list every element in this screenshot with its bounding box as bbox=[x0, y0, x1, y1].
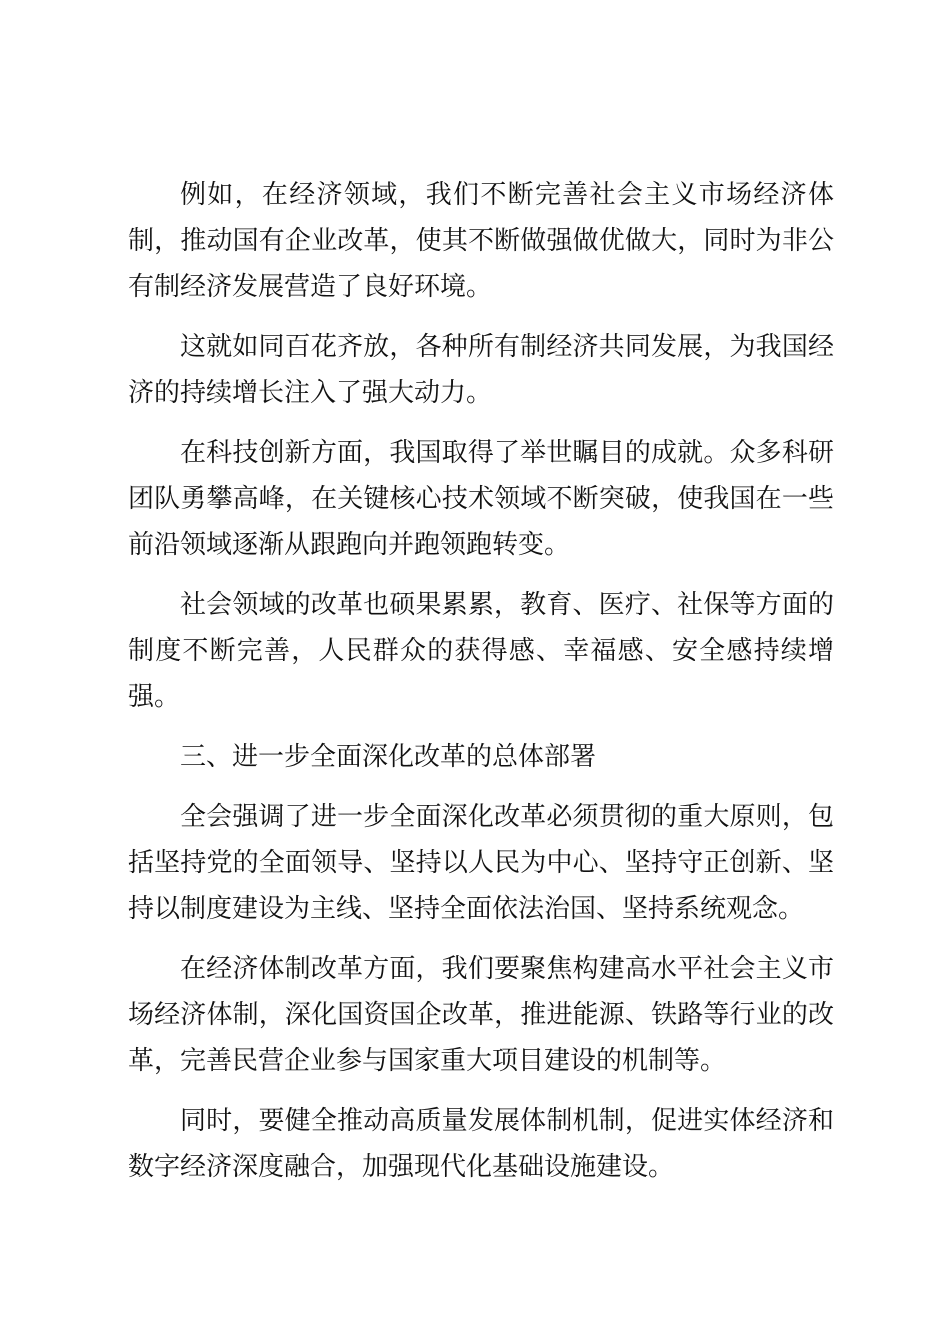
paragraph-society: 社会领域的改革也硕果累累，教育、医疗、社保等方面的制度不断完善，人民群众的获得感、幸福感、安全感持续增强。 bbox=[128, 590, 834, 712]
paragraph-technology: 在科技创新方面，我国取得了举世瞩目的成就。众多科研团队勇攀高峰，在关键核心技术领域不断突破，使我国在一些前沿领域逐渐从跟跑向并跑领跑转变。 bbox=[128, 438, 834, 560]
paragraph-principles: 全会强调了进一步全面深化改革必须贯彻的重大原则，包括坚持党的全面领导、坚持以人民为中心、坚持守正创新、坚持以制度建设为主线、坚持全面依法治国、坚持系统观念。 bbox=[128, 802, 834, 924]
paragraph-economic-reform: 在经济体制改革方面，我们要聚焦构建高水平社会主义市场经济体制，深化国资国企改革，推进能源、铁路等行业的改革，完善民营企业参与国家重大项目建设的机制等。 bbox=[128, 954, 834, 1076]
section-heading: 三、进一步全面深化改革的总体部署 bbox=[180, 742, 597, 772]
paragraph-flowers: 这就如同百花齐放，各种所有制经济共同发展，为我国经济的持续增长注入了强大动力。 bbox=[128, 332, 834, 408]
paragraph-high-quality: 同时，要健全推动高质量发展体制机制，促进实体经济和数字经济深度融合，加强现代化基础设施建设。 bbox=[128, 1106, 834, 1182]
paragraph-economy: 例如，在经济领域，我们不断完善社会主义市场经济体制，推动国有企业改革，使其不断做强做优做大，同时为非公有制经济发展营造了良好环境。 bbox=[128, 180, 834, 302]
document-body bbox=[128, 172, 834, 1204]
